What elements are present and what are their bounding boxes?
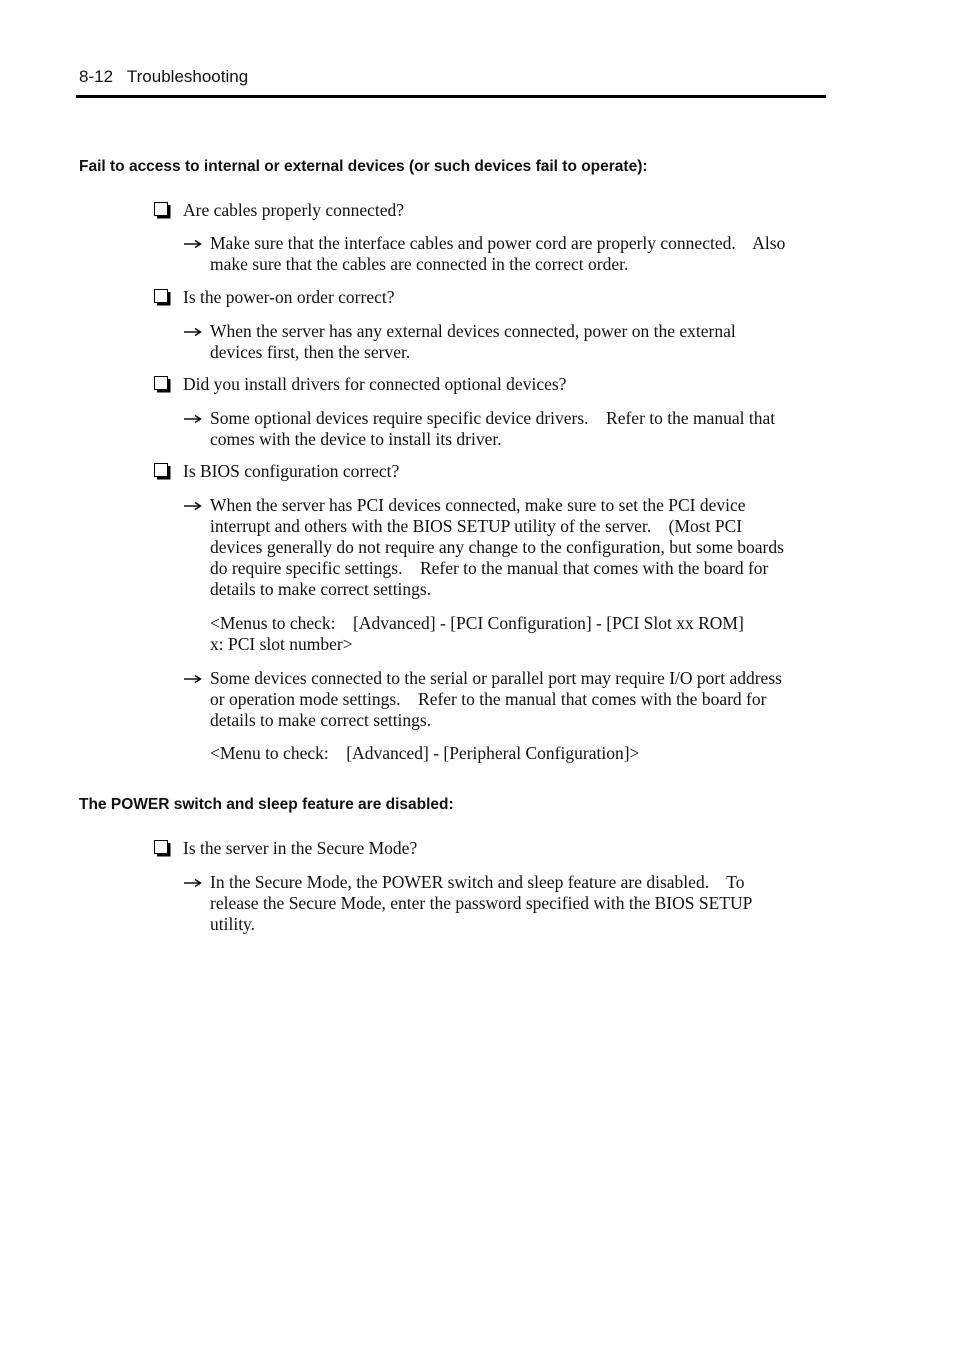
checkbox-icon <box>154 840 171 857</box>
question-text: Did you install drivers for connected optional devices? <box>183 374 567 394</box>
checkbox-icon <box>154 376 171 393</box>
arrow-right-icon <box>184 239 202 249</box>
answer-block <box>184 872 824 935</box>
question-text: Is the server in the Secure Mode? <box>183 838 418 858</box>
answer-text: When the server has PCI devices connected, make sure to set the PCI device interrupt and others with the BIOS SETUP utility of the server. (Most PCI devices generally do not require any change to the configuration, but some boards do require specific settings. Refer to the manual that comes with the board for details to make correct settings. <box>210 495 784 599</box>
menu-note: <Menu to check: [Advanced] - [Peripheral Configuration]> <box>210 743 640 763</box>
answer-block <box>184 321 824 363</box>
arrow-right-icon <box>184 414 202 424</box>
question-text: Is BIOS configuration correct? <box>183 461 400 481</box>
answer-text: Make sure that the interface cables and power cord are properly connected. Also make sure that the cables are connected in the correct order. <box>210 233 786 274</box>
checkbox-icon <box>154 463 171 480</box>
arrow-right-icon <box>184 674 202 684</box>
answer-block <box>184 408 824 450</box>
answer-block <box>184 495 824 600</box>
section-heading-device-access: Fail to access to internal or external devices (or such devices fail to operate): <box>79 158 648 175</box>
question-text: Is the power-on order correct? <box>183 287 395 307</box>
arrow-right-icon <box>184 501 202 511</box>
answer-text: Some devices connected to the serial or parallel port may require I/O port address or operation mode settings. Refer to the manual that comes with the board for details to make correct settings. <box>210 668 782 730</box>
arrow-right-icon <box>184 878 202 888</box>
checkbox-icon <box>154 289 171 306</box>
question-text: Are cables properly connected? <box>183 200 405 220</box>
answer-text: When the server has any external devices connected, power on the external devices first, then the server. <box>210 321 736 362</box>
menu-note: <Menus to check: [Advanced] - [PCI Configuration] - [PCI Slot xx ROM] x: PCI slot number> <box>210 613 744 654</box>
section-heading-power-switch: The POWER switch and sleep feature are disabled: <box>79 796 454 813</box>
answer-text: In the Secure Mode, the POWER switch and sleep feature are disabled. To release the Secure Mode, enter the password specified with the BIOS SETUP utility. <box>210 872 753 934</box>
answer-block <box>184 668 824 731</box>
page-header: 8-12 Troubleshooting <box>79 67 249 86</box>
arrow-right-icon <box>184 327 202 337</box>
header-divider <box>76 95 826 98</box>
answer-block <box>184 233 824 275</box>
answer-text: Some optional devices require specific device drivers. Refer to the manual that comes with the device to install its driver. <box>210 408 776 449</box>
checkbox-icon <box>154 202 171 219</box>
